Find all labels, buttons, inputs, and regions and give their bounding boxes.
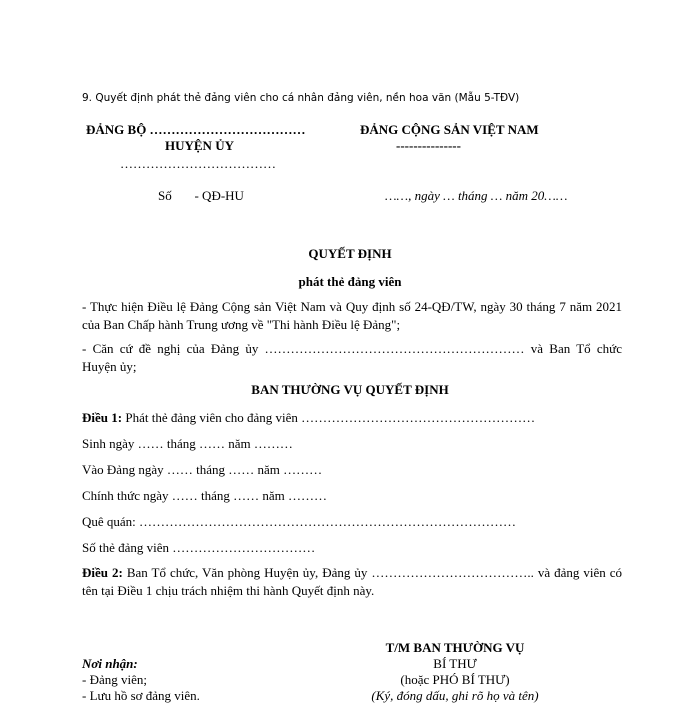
document-heading: 9. Quyết định phát thẻ đảng viên cho cá nhân đảng viên, nền hoa văn (Mẫu 5-TĐV)	[82, 92, 520, 104]
signature-role: BÍ THƯ	[433, 656, 477, 671]
card-number-line: Số thẻ đảng viên ……………………………	[82, 540, 316, 555]
hometown-line: Quê quán: ……………………………………………………………………………	[82, 514, 517, 529]
party-join-date-line: Vào Đảng ngày …… tháng …… năm ………	[82, 462, 323, 477]
signature-alt-role: (hoặc PHÓ BÍ THƯ)	[400, 672, 510, 687]
article-2-label: Điều 2:	[82, 565, 123, 580]
recipients-title: Nơi nhận:	[82, 656, 138, 671]
decision-date: ……, ngày … tháng … năm 20……	[385, 188, 568, 203]
preamble-regulation: - Thực hiện Điều lệ Đảng Cộng sản Việt Nam và Quy định số 24-QĐ/TW, ngày 30 tháng 7 năm 2021 của Ban Chấp hành Trung ương về "Thi hành Điều lệ Đảng";	[82, 299, 622, 332]
party-name: ĐẢNG CỘNG SẢN VIỆT NAM	[360, 122, 539, 137]
signature-instruction: (Ký, đóng dấu, ghi rõ họ và tên)	[371, 688, 539, 703]
committee-name-blank: ………………………………	[120, 156, 276, 171]
article-1-text: Phát thẻ đảng viên cho đảng viên ………………………………………………	[122, 410, 536, 425]
recipient-item: - Đảng viên;	[82, 672, 147, 687]
birth-date-line: Sinh ngày …… tháng …… năm ………	[82, 436, 293, 451]
document-subtitle: phát thẻ đảng viên	[298, 274, 402, 289]
document-title: QUYẾT ĐỊNH	[308, 246, 392, 261]
recipient-item: - Lưu hồ sơ đảng viên.	[82, 688, 200, 703]
article-2	[82, 564, 622, 600]
preamble-proposal: - Căn cứ đề nghị của Đảng ủy …………………………………………………… và Ban Tổ chức Huyện ủy;	[82, 341, 622, 374]
decision-number: Số - QĐ-HU	[158, 188, 244, 203]
party-committee-line: ĐẢNG BỘ ………………………………	[86, 122, 306, 137]
district-committee-line: HUYỆN ỦY	[165, 138, 234, 153]
header-divider: ---------------	[396, 138, 461, 153]
official-member-date-line: Chính thức ngày …… tháng …… năm ………	[82, 488, 327, 503]
signature-title: T/M BAN THƯỜNG VỤ	[385, 640, 525, 655]
article-1-label: Điều 1:	[82, 410, 123, 425]
article-2-text: Ban Tổ chức, Văn phòng Huyện ủy, Đảng ủy ……………………………….. và đảng viên có tên tại Điều 1 chịu trách nhiệm thi hành Quyết định này.	[82, 565, 622, 598]
article-1	[82, 410, 535, 426]
decision-heading: BAN THƯỜNG VỤ QUYẾT ĐỊNH	[251, 382, 449, 397]
